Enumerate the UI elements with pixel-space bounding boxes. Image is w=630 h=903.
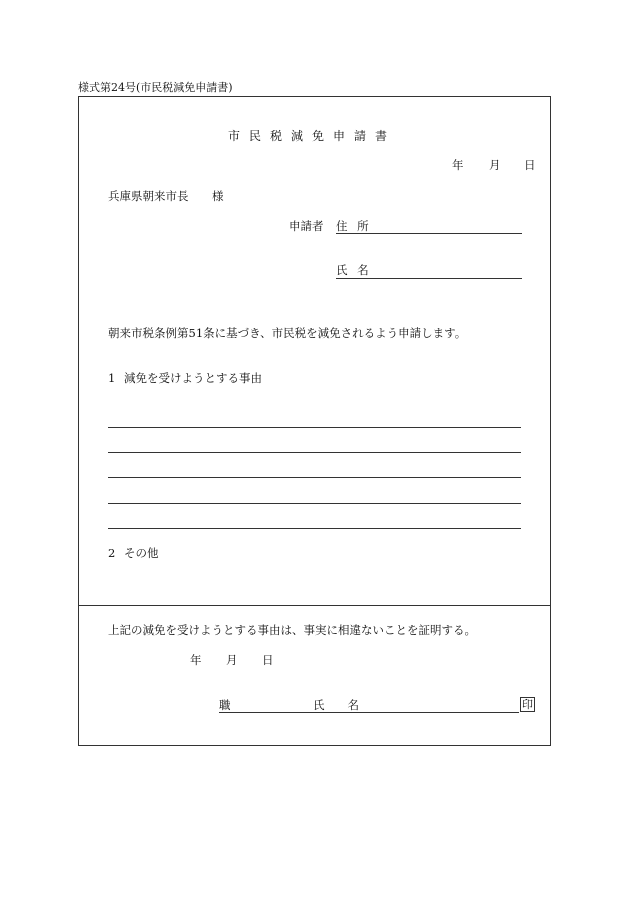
certification-divider [78, 605, 551, 606]
application-statement: 朝来市税条例第51条に基づき、市民税を減免されるよう申請します。 [108, 326, 467, 340]
reason-line[interactable] [108, 452, 521, 453]
applicant-label: 申請者 [289, 219, 324, 233]
certifier-signature-line[interactable] [219, 712, 519, 713]
address-label: 住 所 [336, 219, 372, 233]
section2-label: その他 [124, 546, 159, 560]
certification-date-year: 年 [190, 653, 202, 667]
form-number: 様式第24号(市民税減免申請書) [78, 81, 233, 94]
form-title: 市民税減免申請書 [228, 129, 397, 143]
position-label: 職 [219, 698, 231, 712]
addressee-name: 兵庫県朝来市長 [108, 189, 189, 203]
certification-text: 上記の減免を受けようとする事由は、事実に相違ないことを証明する。 [108, 623, 476, 637]
application-date-year: 年 [452, 158, 464, 172]
certifier-name-label: 氏 名 [313, 698, 359, 712]
application-date-month: 月 [489, 158, 501, 172]
address-field-line[interactable] [336, 233, 522, 234]
addressee-honorific: 様 [212, 189, 224, 203]
section2-number: 2 [108, 546, 116, 560]
reason-line[interactable] [108, 427, 521, 428]
name-label: 氏 名 [336, 263, 372, 277]
certification-date-day: 日 [262, 653, 274, 667]
reason-line[interactable] [108, 528, 521, 529]
reason-line[interactable] [108, 503, 521, 504]
section1-label: 減免を受けようとする事由 [124, 371, 262, 385]
section1-number: 1 [108, 371, 116, 385]
reason-line[interactable] [108, 477, 521, 478]
certification-date-month: 月 [226, 653, 238, 667]
name-field-line[interactable] [336, 278, 522, 279]
seal-mark: 印 [522, 698, 533, 711]
application-date-day: 日 [524, 158, 536, 172]
